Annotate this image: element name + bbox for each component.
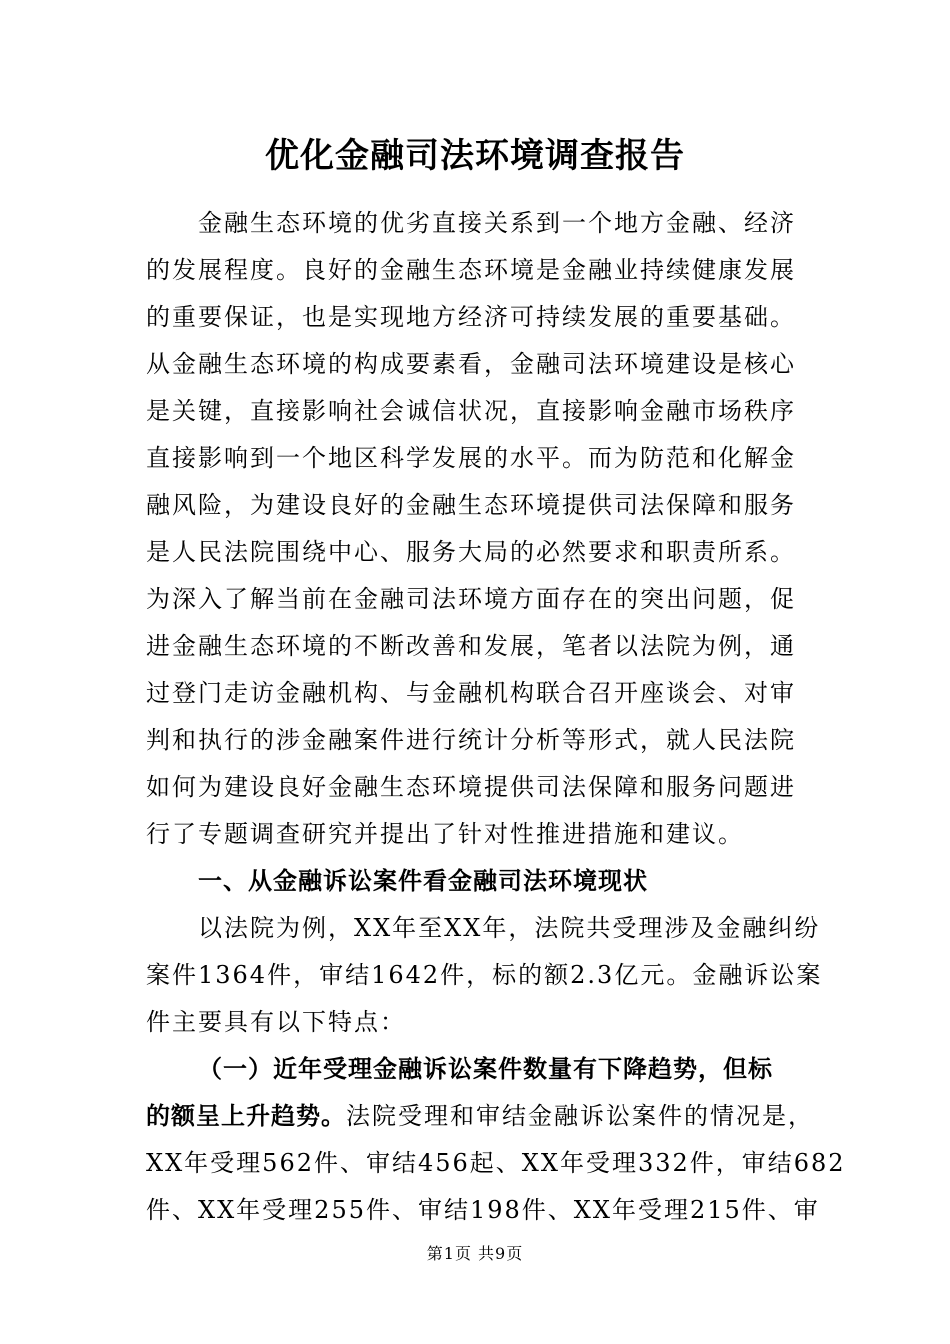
text-line: 从金融生态环境的构成要素看，金融司法环境建设是核心	[146, 350, 796, 378]
text-line: 是人民法院围绕中心、服务大局的必然要求和职责所系。	[146, 538, 796, 566]
text-line: 的重要保证，也是实现地方经济可持续发展的重要基础。	[146, 303, 796, 331]
text-line: 融风险，为建设良好的金融生态环境提供司法保障和服务	[146, 491, 796, 519]
text-line: 如何为建设良好金融生态环境提供司法保障和服务问题进	[146, 773, 796, 801]
paragraph-statistics	[146, 905, 823, 1046]
text-line: 以法院为例，XX年至XX年，法院共受理涉及金融纠纷	[198, 914, 821, 942]
subheading-tail: 的额呈上升趋势。	[146, 1102, 346, 1130]
document-title: 优化金融司法环境调查报告	[265, 136, 685, 176]
text-line: 为深入了解当前在金融司法环境方面存在的突出问题，促	[146, 585, 796, 613]
text-line: 过登门走访金融机构、与金融机构联合召开座谈会、对审	[146, 679, 796, 707]
text-line: 件主要具有以下特点：	[146, 1008, 406, 1036]
text-line: 直接影响到一个地区科学发展的水平。而为防范和化解金	[146, 444, 796, 472]
text-line: 案件1364件，审结1642件，标的额2.3亿元。金融诉讼案	[146, 961, 823, 989]
text-line: 进金融生态环境的不断改善和发展，笔者以法院为例，通	[146, 632, 796, 660]
text-line: XX年受理562件、审结456起、XX年受理332件，审结682	[146, 1149, 846, 1177]
paragraph-trend	[146, 1046, 846, 1234]
text-line: 是关键，直接影响社会诚信状况，直接影响金融市场秩序	[146, 397, 796, 425]
subheading-line: （一）近年受理金融诉讼案件数量有下降趋势，但标	[198, 1055, 773, 1083]
text-run: 法院受理和审结金融诉讼案件的情况是，	[346, 1102, 814, 1130]
paragraph-intro	[146, 200, 806, 858]
mixed-line	[146, 1093, 814, 1140]
document-body	[146, 200, 846, 1234]
text-line: 行了专题调查研究并提出了针对性推进措施和建议。	[146, 820, 744, 848]
text-line: 判和执行的涉金融案件进行统计分析等形式，就人民法院	[146, 726, 796, 754]
text-line: 金融生态环境的优劣直接关系到一个地方金融、经济	[198, 209, 796, 237]
page-number-footer: 第1页 共9页	[426, 1244, 524, 1263]
text-line: 的发展程度。良好的金融生态环境是金融业持续健康发展	[146, 256, 796, 284]
section-heading: 一、从金融诉讼案件看金融司法环境现状	[198, 867, 648, 895]
text-line: 件、XX年受理255件、审结198件、XX年受理215件、审	[146, 1196, 820, 1224]
